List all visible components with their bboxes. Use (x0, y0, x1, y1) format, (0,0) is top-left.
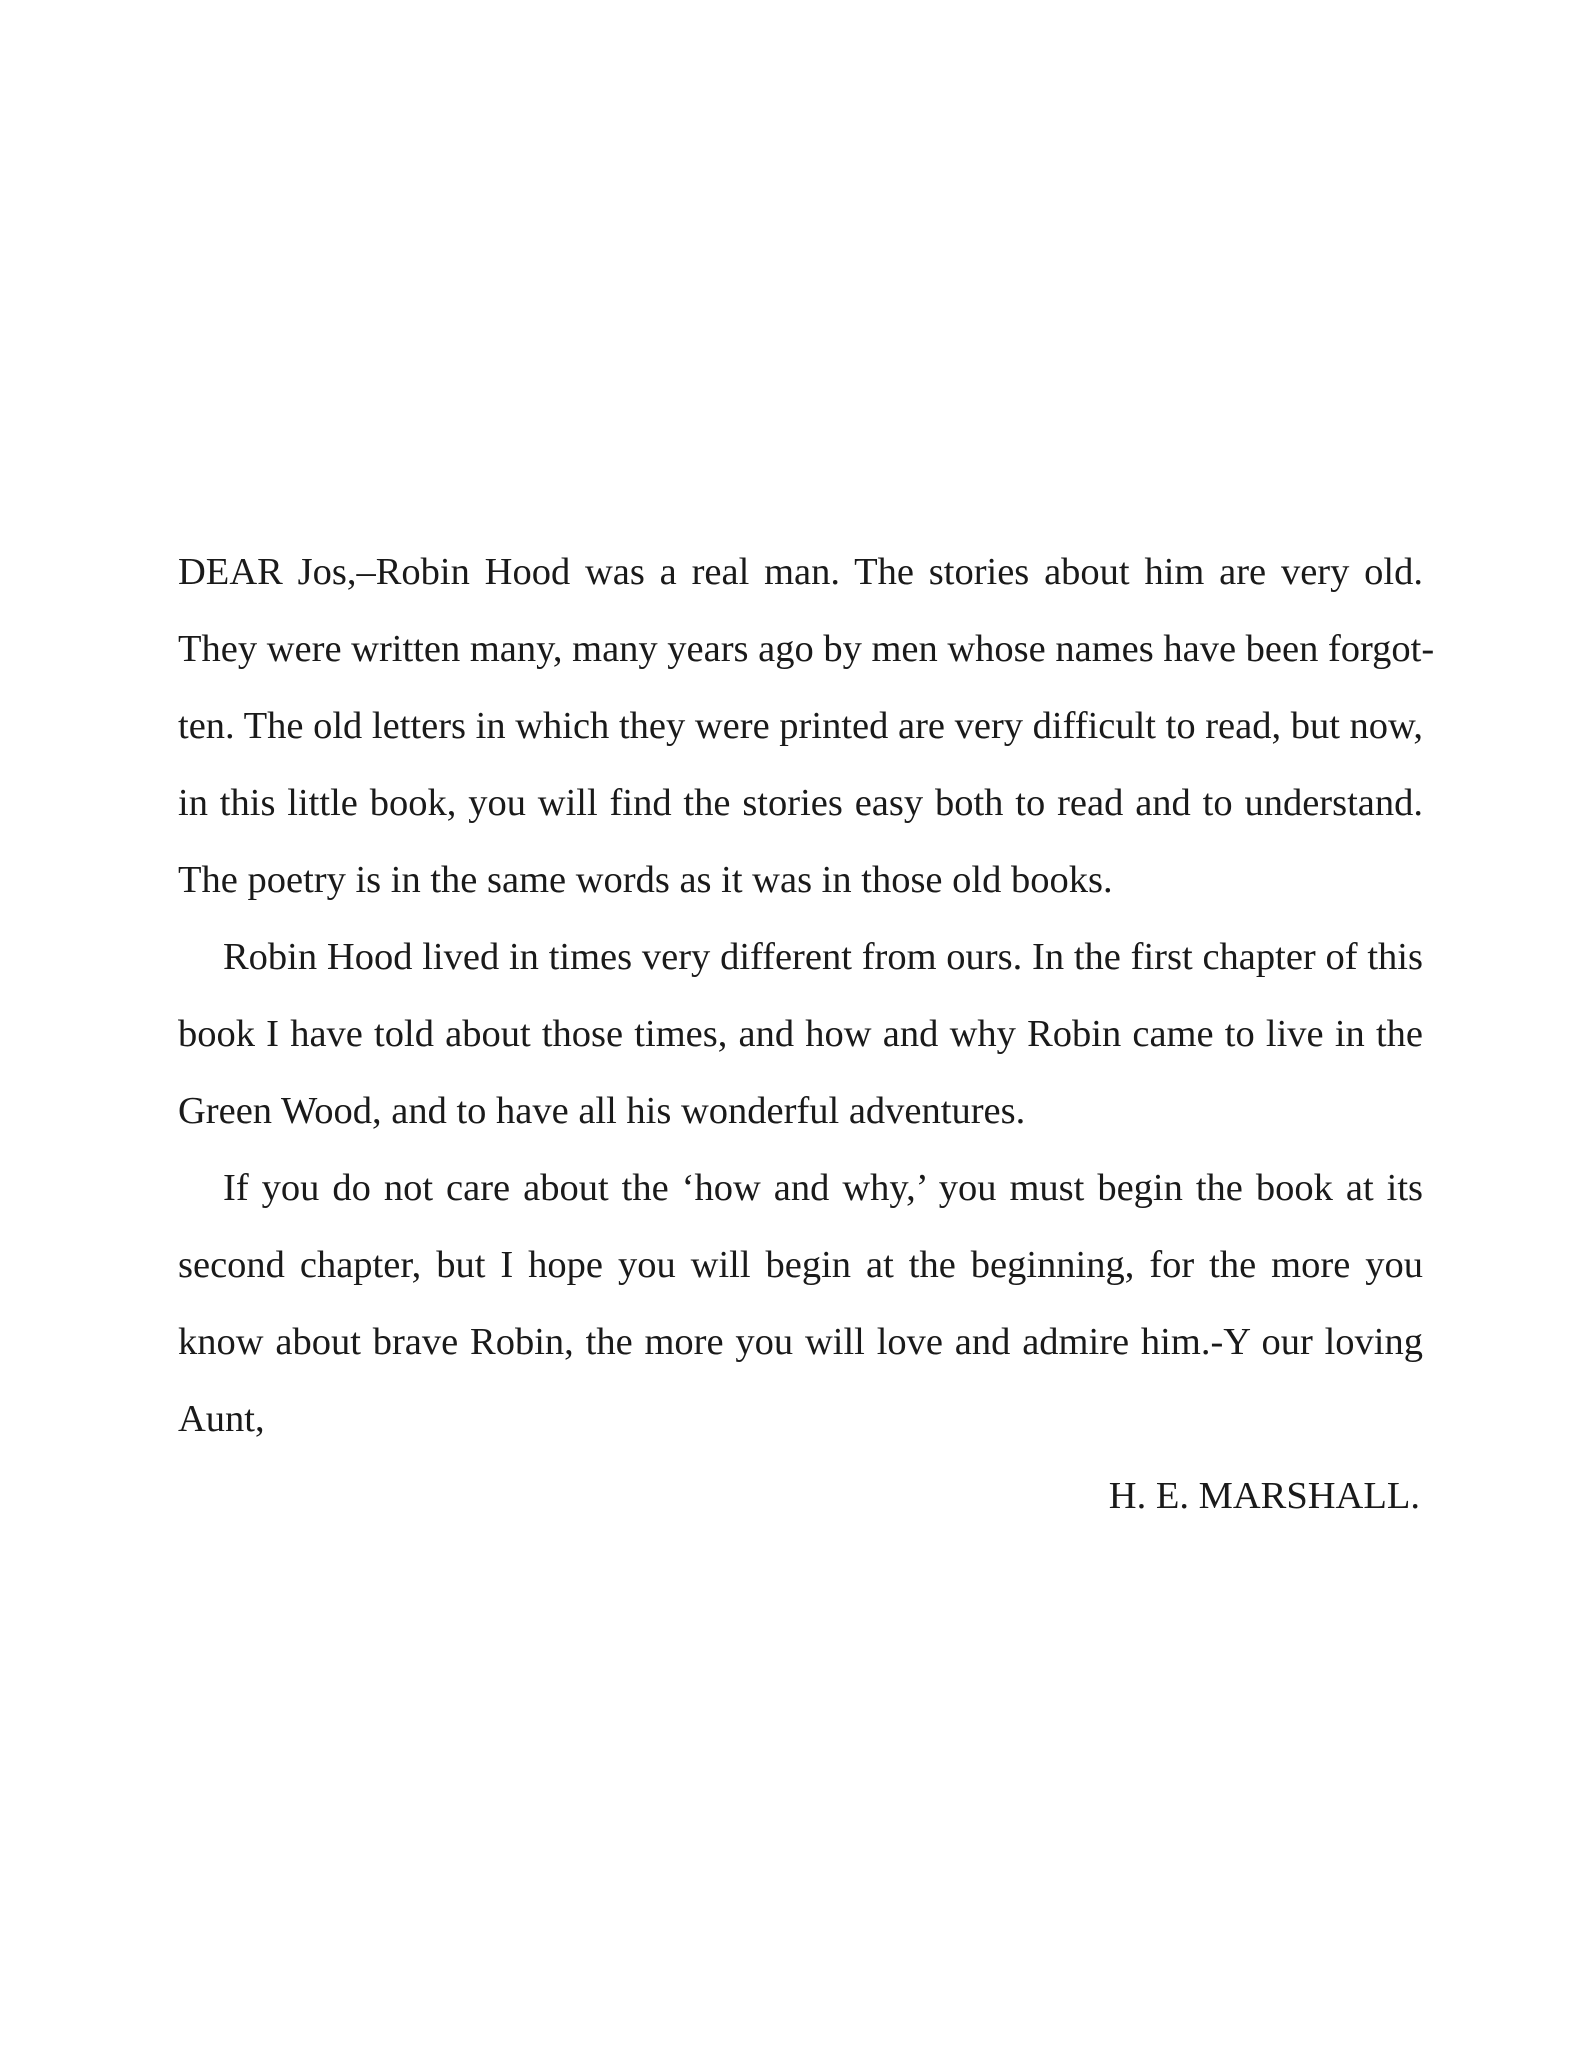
text-line: in this little book, you will find the stories easy both to read and to understand. (178, 782, 1423, 824)
text-line: book I have told about those times, and how and why Robin came to live in the (178, 1013, 1423, 1055)
text-line: DEAR Jos,–Robin Hood was a real man. The stories about him are very old. (178, 551, 1423, 593)
text-line: They were written many, many years ago by men whose names have been forgot- (178, 628, 1435, 670)
letter-paragraph-2 (178, 919, 1423, 1150)
letter-paragraph-3 (178, 1150, 1423, 1458)
text-line: second chapter, but I hope you will begin at the beginning, for the more you (178, 1244, 1423, 1286)
text-line: Green Wood, and to have all his wonderful adventures. (178, 1090, 1026, 1132)
text-line: ten. The old letters in which they were printed are very difficult to read, but now, (178, 705, 1423, 747)
letter-paragraph-1 (178, 534, 1435, 919)
text-line: know about brave Robin, the more you will love and admire him.-Y our loving (178, 1321, 1423, 1363)
text-line: Robin Hood lived in times very different from ours. In the first chapter of this (223, 936, 1423, 978)
text-line: If you do not care about the ‘how and why,’ you must begin the book at its (223, 1167, 1423, 1209)
text-line: Aunt, (178, 1398, 265, 1440)
letter-signature: H. E. MARSHALL. (1108, 1475, 1420, 1517)
letter-body (178, 534, 1435, 1458)
text-line: The poetry is in the same words as it was in those old books. (178, 859, 1113, 901)
